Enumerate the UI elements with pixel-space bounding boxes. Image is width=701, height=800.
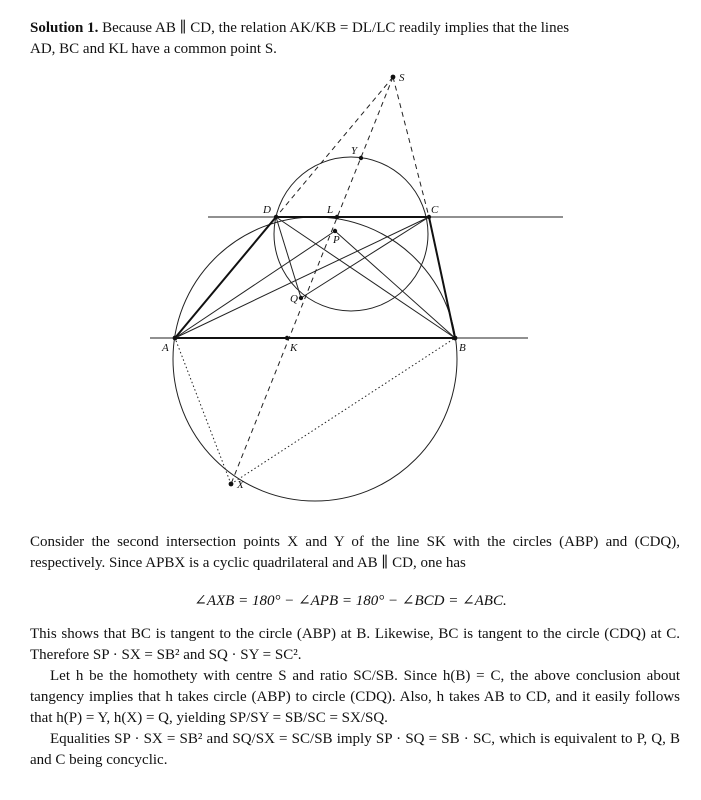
point-a	[173, 336, 178, 341]
point-d	[274, 215, 278, 219]
label-c: C	[431, 204, 439, 216]
dashed-s-x	[231, 77, 393, 484]
label-k: K	[290, 342, 298, 354]
dotted-x-b	[231, 338, 455, 484]
point-b	[453, 336, 458, 341]
point-x	[229, 482, 234, 487]
point-q	[299, 296, 303, 300]
label-a: A	[162, 342, 169, 354]
point-k	[285, 336, 289, 340]
angle-equation: ∠AXB = 180° − ∠APB = 180° − ∠BCD = ∠ABC.	[194, 593, 507, 609]
body-paragraph-2: This shows that BC is tangent to the circle (ABP) at B. Likewise, BC is tangent to the circle (CDQ) at C. Therefore SP · SX = SB² and SQ · SY = SC².	[30, 626, 680, 663]
point-y	[359, 156, 363, 160]
circle-abp	[173, 217, 457, 501]
segment-p-b	[335, 231, 455, 338]
intro-text-line1: Because AB ∥ CD, the relation AK/KB = DL/LC readily implies that the lines	[102, 20, 570, 36]
label-b: B	[459, 342, 466, 354]
label-y: Y	[351, 145, 358, 157]
trapezoid-abcd	[175, 217, 455, 338]
label-s: S	[399, 72, 405, 84]
dashed-s-d	[276, 77, 393, 217]
label-l: L	[327, 204, 334, 216]
circle-cdq	[274, 157, 428, 311]
point-p	[333, 229, 337, 233]
intro-text-line2: AD, BC and KL have a common point S.	[30, 41, 277, 57]
body-paragraph-1: Consider the second intersection points X and Y of the line SK with the circles (ABP) and (CDQ), respectively. Since APBX is a cyclic quadrilateral and AB ∥ CD, one has	[30, 534, 680, 571]
solution-heading: Solution 1.	[30, 20, 99, 36]
label-d: D	[263, 204, 271, 216]
point-s	[391, 75, 396, 80]
dashed-s-c	[393, 77, 429, 217]
body-paragraph-4: Equalities SP · SX = SB² and SQ/SX = SC/SB imply SP · SQ = SB · SC, which is equivalent to P, Q, B and C being concyclic.	[30, 731, 680, 768]
label-x: X	[237, 479, 244, 491]
label-p: P	[333, 234, 340, 246]
segment-a-p	[175, 231, 335, 338]
label-q: Q	[290, 293, 298, 305]
segment-d-q	[276, 217, 301, 298]
body-paragraph-3: Let h be the homothety with centre S and ratio SC/SB. Since h(B) = C, the above conclusion about tangency implies that h takes circle (ABP) to circle (CDQ). Also, h takes AB to CD, and it easily follows that h(P) = Y, h(X) = Q, yielding SP/SY = SB/SC = SX/SQ.	[30, 668, 680, 726]
point-l	[335, 215, 339, 219]
